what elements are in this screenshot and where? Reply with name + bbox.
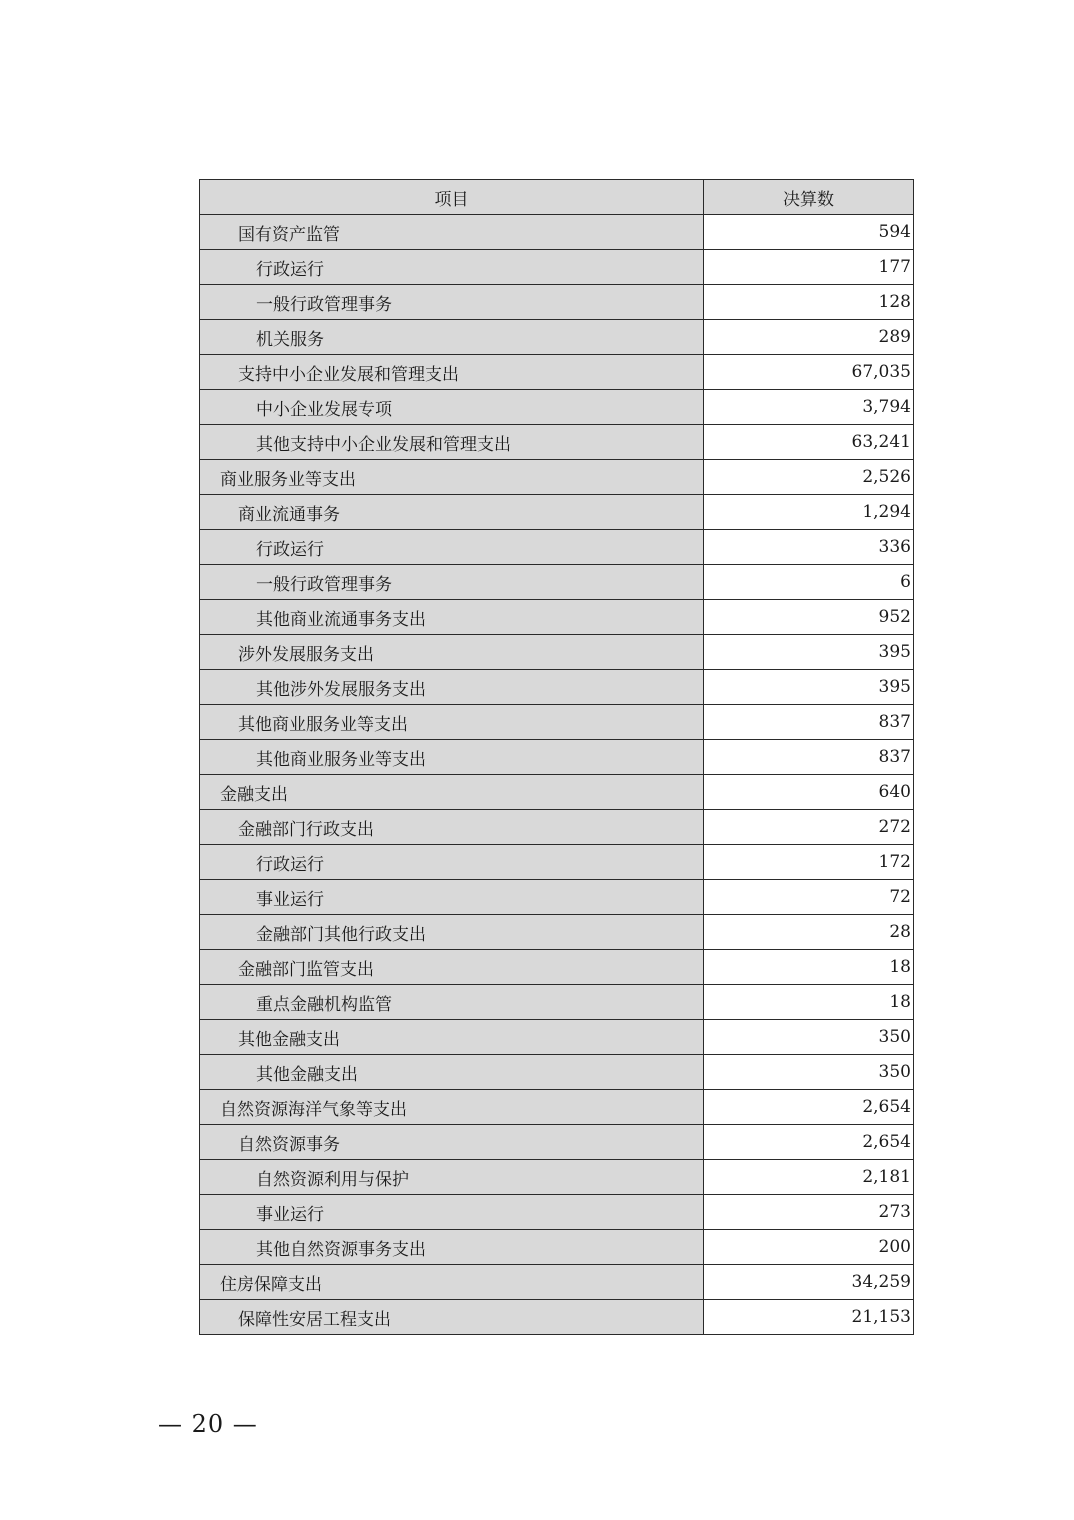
table-row xyxy=(200,1055,914,1090)
table-row xyxy=(200,285,914,320)
row-amount: 837 xyxy=(704,705,914,740)
row-item-label: 重点金融机构监管 xyxy=(200,985,704,1020)
row-amount: 177 xyxy=(704,250,914,285)
row-amount: 350 xyxy=(704,1055,914,1090)
row-item-label: 商业流通事务 xyxy=(200,495,704,530)
table-row xyxy=(200,1020,914,1055)
row-item-label: 行政运行 xyxy=(200,250,704,285)
table-row xyxy=(200,1300,914,1335)
row-amount: 21,153 xyxy=(704,1300,914,1335)
row-item-label: 自然资源利用与保护 xyxy=(200,1160,704,1195)
row-amount: 128 xyxy=(704,285,914,320)
row-item-label: 一般行政管理事务 xyxy=(200,565,704,600)
table-row xyxy=(200,425,914,460)
row-amount: 395 xyxy=(704,670,914,705)
row-amount: 172 xyxy=(704,845,914,880)
table-row xyxy=(200,740,914,775)
table-row xyxy=(200,215,914,250)
row-item-label: 金融部门其他行政支出 xyxy=(200,915,704,950)
row-item-label: 机关服务 xyxy=(200,320,704,355)
row-amount: 395 xyxy=(704,635,914,670)
table-row xyxy=(200,1160,914,1195)
table-row xyxy=(200,845,914,880)
table-row xyxy=(200,635,914,670)
table-row xyxy=(200,915,914,950)
row-item-label: 其他支持中小企业发展和管理支出 xyxy=(200,425,704,460)
row-item-label: 支持中小企业发展和管理支出 xyxy=(200,355,704,390)
row-item-label: 其他涉外发展服务支出 xyxy=(200,670,704,705)
row-amount: 18 xyxy=(704,950,914,985)
row-amount: 28 xyxy=(704,915,914,950)
table-row xyxy=(200,320,914,355)
row-amount: 200 xyxy=(704,1230,914,1265)
row-item-label: 中小企业发展专项 xyxy=(200,390,704,425)
header-item: 项目 xyxy=(200,180,704,215)
row-item-label: 一般行政管理事务 xyxy=(200,285,704,320)
header-amount: 决算数 xyxy=(704,180,914,215)
table-header-row xyxy=(200,180,914,215)
table-row xyxy=(200,250,914,285)
row-item-label: 其他自然资源事务支出 xyxy=(200,1230,704,1265)
row-item-label: 其他商业流通事务支出 xyxy=(200,600,704,635)
row-amount: 1,294 xyxy=(704,495,914,530)
row-amount: 952 xyxy=(704,600,914,635)
row-item-label: 国有资产监管 xyxy=(200,215,704,250)
table-row xyxy=(200,1265,914,1300)
row-item-label: 其他商业服务业等支出 xyxy=(200,705,704,740)
table-row xyxy=(200,950,914,985)
row-item-label: 行政运行 xyxy=(200,530,704,565)
row-amount: 640 xyxy=(704,775,914,810)
row-item-label: 金融部门监管支出 xyxy=(200,950,704,985)
row-amount: 350 xyxy=(704,1020,914,1055)
row-item-label: 自然资源事务 xyxy=(200,1125,704,1160)
row-amount: 2,526 xyxy=(704,460,914,495)
row-item-label: 事业运行 xyxy=(200,880,704,915)
row-item-label: 商业服务业等支出 xyxy=(200,460,704,495)
table-row xyxy=(200,705,914,740)
table-row xyxy=(200,565,914,600)
page-number: — 20 — xyxy=(158,1410,258,1438)
table-row xyxy=(200,670,914,705)
row-item-label: 保障性安居工程支出 xyxy=(200,1300,704,1335)
table-body xyxy=(200,215,914,1335)
row-item-label: 事业运行 xyxy=(200,1195,704,1230)
table-row xyxy=(200,530,914,565)
table-row xyxy=(200,810,914,845)
row-item-label: 其他金融支出 xyxy=(200,1020,704,1055)
row-item-label: 其他商业服务业等支出 xyxy=(200,740,704,775)
table-row xyxy=(200,1125,914,1160)
row-amount: 594 xyxy=(704,215,914,250)
table-row xyxy=(200,1090,914,1125)
row-amount: 336 xyxy=(704,530,914,565)
table-row xyxy=(200,985,914,1020)
row-amount: 2,654 xyxy=(704,1125,914,1160)
row-amount: 2,654 xyxy=(704,1090,914,1125)
row-amount: 6 xyxy=(704,565,914,600)
row-amount: 837 xyxy=(704,740,914,775)
table-row xyxy=(200,775,914,810)
row-item-label: 金融部门行政支出 xyxy=(200,810,704,845)
table-row xyxy=(200,1230,914,1265)
row-item-label: 金融支出 xyxy=(200,775,704,810)
table-row xyxy=(200,460,914,495)
row-amount: 289 xyxy=(704,320,914,355)
table-row xyxy=(200,600,914,635)
row-amount: 2,181 xyxy=(704,1160,914,1195)
row-item-label: 涉外发展服务支出 xyxy=(200,635,704,670)
row-amount: 63,241 xyxy=(704,425,914,460)
row-amount: 18 xyxy=(704,985,914,1020)
table-row xyxy=(200,495,914,530)
row-amount: 67,035 xyxy=(704,355,914,390)
row-item-label: 住房保障支出 xyxy=(200,1265,704,1300)
row-amount: 34,259 xyxy=(704,1265,914,1300)
table-row xyxy=(200,390,914,425)
row-amount: 3,794 xyxy=(704,390,914,425)
row-amount: 272 xyxy=(704,810,914,845)
budget-table xyxy=(199,179,914,1335)
table-row xyxy=(200,355,914,390)
row-item-label: 行政运行 xyxy=(200,845,704,880)
table-row xyxy=(200,880,914,915)
row-item-label: 自然资源海洋气象等支出 xyxy=(200,1090,704,1125)
table-row xyxy=(200,1195,914,1230)
row-amount: 273 xyxy=(704,1195,914,1230)
row-amount: 72 xyxy=(704,880,914,915)
row-item-label: 其他金融支出 xyxy=(200,1055,704,1090)
